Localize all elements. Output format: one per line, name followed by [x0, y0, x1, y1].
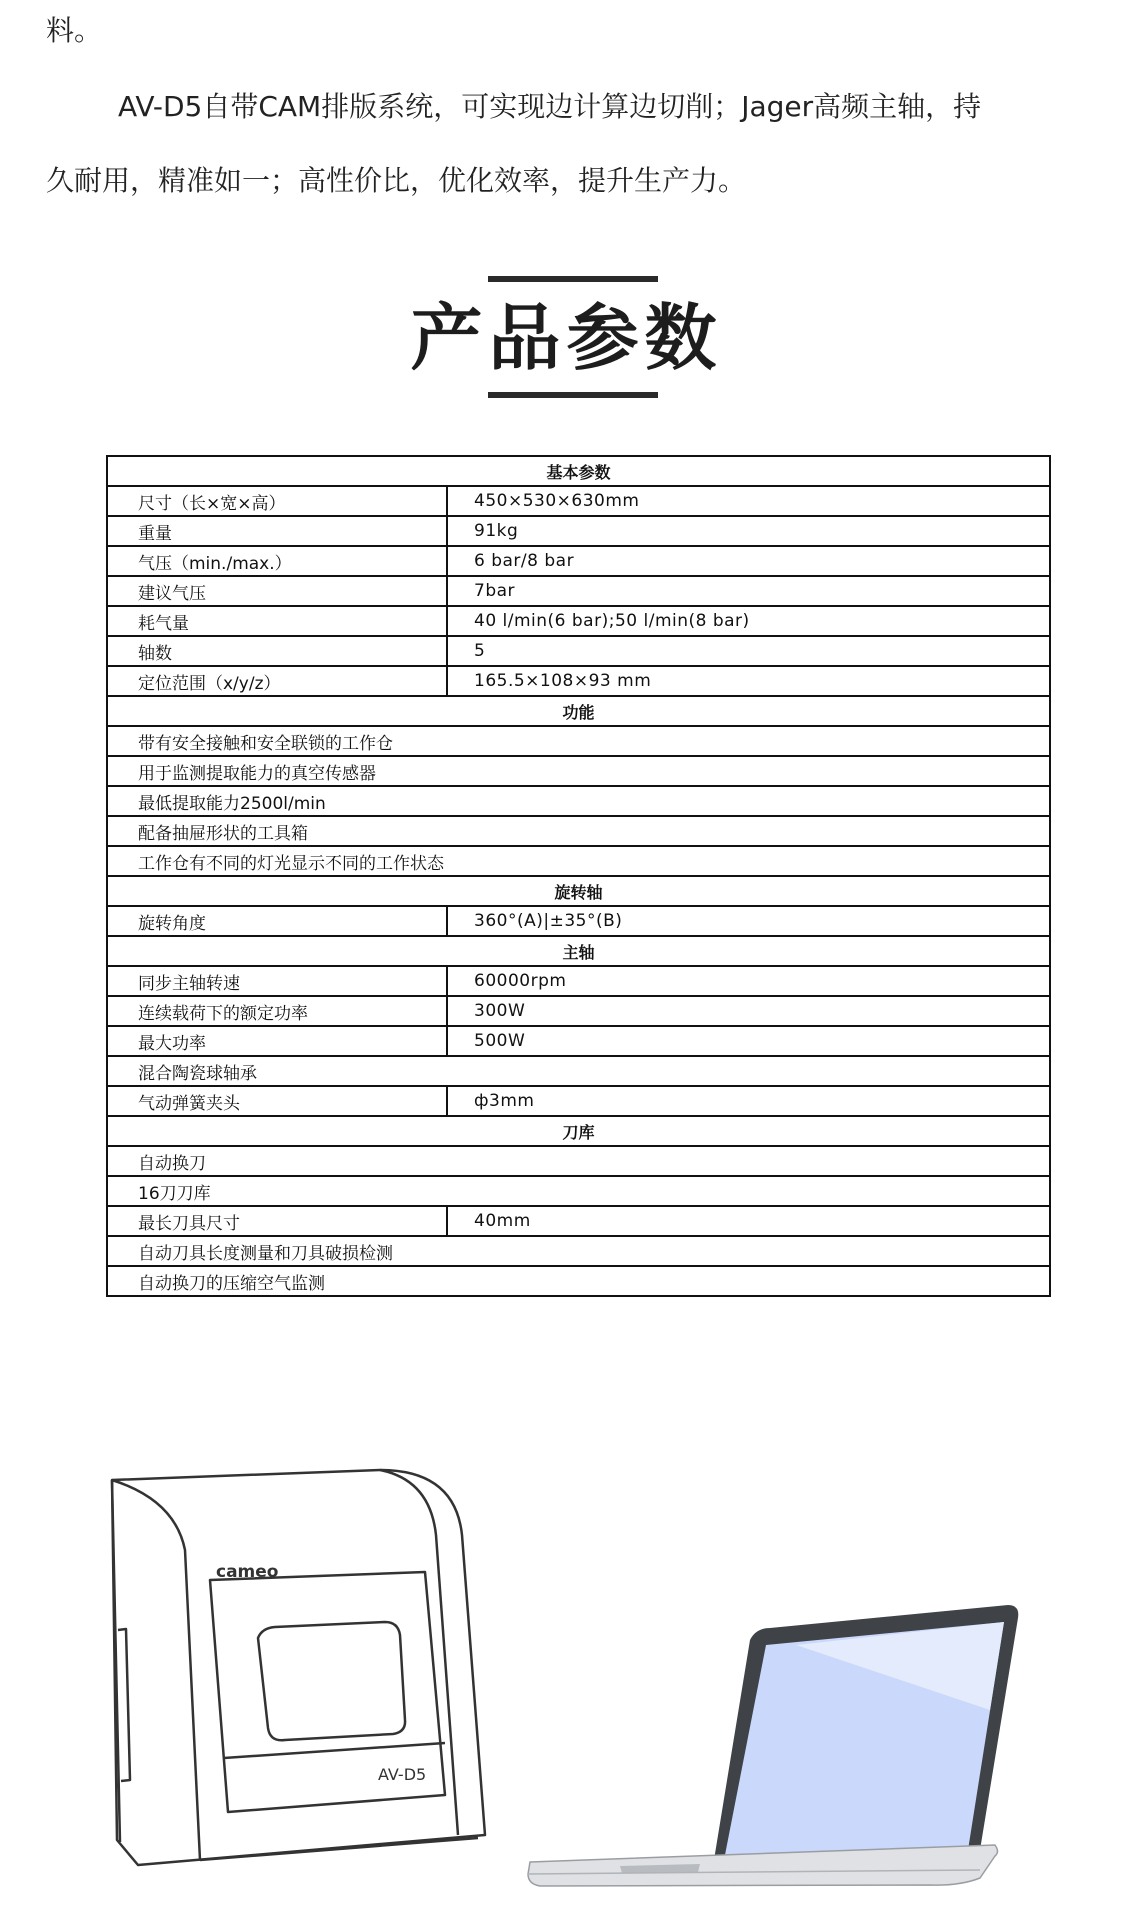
table-row: [107, 786, 1050, 816]
row-label: 建议气压: [107, 576, 447, 606]
table-row: [107, 516, 1050, 546]
table-row: [107, 636, 1050, 666]
table-row: [107, 1236, 1050, 1266]
laptop-illustration: [528, 1605, 1018, 1886]
table-row: [107, 1026, 1050, 1056]
row-label: 气动弹簧夹头: [107, 1086, 447, 1116]
row-value: 60000rpm: [447, 966, 1050, 996]
row-label: 旋转角度: [107, 906, 447, 936]
section-title: 产品参数: [410, 296, 723, 380]
row-label: 用于监测提取能力的真空传感器: [107, 756, 1050, 786]
row-label: 耗气量: [107, 606, 447, 636]
milling-machine-illustration: [0, 1440, 1133, 1910]
row-label: 配备抽屉形状的工具箱: [107, 816, 1050, 846]
row-label: 最低提取能力2500l/min: [107, 786, 1050, 816]
table-row: [107, 576, 1050, 606]
section-header-spindle: 主轴: [107, 936, 1050, 966]
machine-brand-logo: cameo: [216, 1562, 279, 1582]
row-label: 轴数: [107, 636, 447, 666]
row-value: 40mm: [447, 1206, 1050, 1236]
section-header-rotation: 旋转轴: [107, 876, 1050, 906]
row-value: 500W: [447, 1026, 1050, 1056]
table-row: [107, 1056, 1050, 1086]
table-row: [107, 546, 1050, 576]
intro-text-line: 料。: [46, 14, 103, 47]
table-row: [107, 1266, 1050, 1296]
table-row: [107, 966, 1050, 996]
table-section-header: [107, 876, 1050, 906]
row-value: 165.5×108×93 mm: [447, 666, 1050, 696]
section-title-block: [0, 270, 1133, 400]
table-row: [107, 1206, 1050, 1236]
product-illustration: [0, 1440, 1133, 1910]
title-divider-top: [488, 276, 658, 282]
table-row: [107, 996, 1050, 1026]
row-label: 定位范围（x/y/z）: [107, 666, 447, 696]
row-value: 360°(A)|±35°(B): [447, 906, 1050, 936]
table-row: [107, 666, 1050, 696]
row-value: 40 l/min(6 bar);50 l/min(8 bar): [447, 606, 1050, 636]
table-row: [107, 816, 1050, 846]
row-value: 300W: [447, 996, 1050, 1026]
section-header-tool-magazine: 刀库: [107, 1116, 1050, 1146]
row-label: 带有安全接触和安全联锁的工作仓: [107, 726, 1050, 756]
intro-text-line: AV-D5自带CAM排版系统，可实现边计算边切削；Jager高频主轴，持: [118, 90, 982, 123]
table-section-header: [107, 696, 1050, 726]
table-row: [107, 486, 1050, 516]
spec-table: [106, 455, 1051, 1297]
row-label: 自动刀具长度测量和刀具破损检测: [107, 1236, 1050, 1266]
table-section-header: [107, 936, 1050, 966]
row-label: 16刀刀库: [107, 1176, 1050, 1206]
table-section-header: [107, 1116, 1050, 1146]
row-label: 尺寸（长×宽×高）: [107, 486, 447, 516]
row-label: 气压（min./max.）: [107, 546, 447, 576]
row-label: 最大功率: [107, 1026, 447, 1056]
table-section-header: [107, 456, 1050, 486]
row-label: 自动换刀: [107, 1146, 1050, 1176]
row-label: 混合陶瓷球轴承: [107, 1056, 1050, 1086]
section-header-basic: 基本参数: [107, 456, 1050, 486]
table-row: [107, 1176, 1050, 1206]
row-label: 连续载荷下的额定功率: [107, 996, 447, 1026]
table-row: [107, 1146, 1050, 1176]
intro-text-line: 久耐用，精准如一；高性价比，优化效率，提升生产力。: [46, 164, 747, 197]
row-value: 450×530×630mm: [447, 486, 1050, 516]
row-value: ф3mm: [447, 1086, 1050, 1116]
row-label: 重量: [107, 516, 447, 546]
row-value: 7bar: [447, 576, 1050, 606]
table-row: [107, 606, 1050, 636]
section-header-function: 功能: [107, 696, 1050, 726]
row-label: 最长刀具尺寸: [107, 1206, 447, 1236]
row-value: 6 bar/8 bar: [447, 546, 1050, 576]
row-label: 同步主轴转速: [107, 966, 447, 996]
table-row: [107, 1086, 1050, 1116]
machine-model-label: AV-D5: [378, 1765, 427, 1784]
row-value: 5: [447, 636, 1050, 666]
row-value: 91kg: [447, 516, 1050, 546]
table-row: [107, 726, 1050, 756]
table-row: [107, 846, 1050, 876]
table-row: [107, 906, 1050, 936]
row-label: 工作仓有不同的灯光显示不同的工作状态: [107, 846, 1050, 876]
row-label: 自动换刀的压缩空气监测: [107, 1266, 1050, 1296]
title-divider-bottom: [488, 392, 658, 398]
table-row: [107, 756, 1050, 786]
